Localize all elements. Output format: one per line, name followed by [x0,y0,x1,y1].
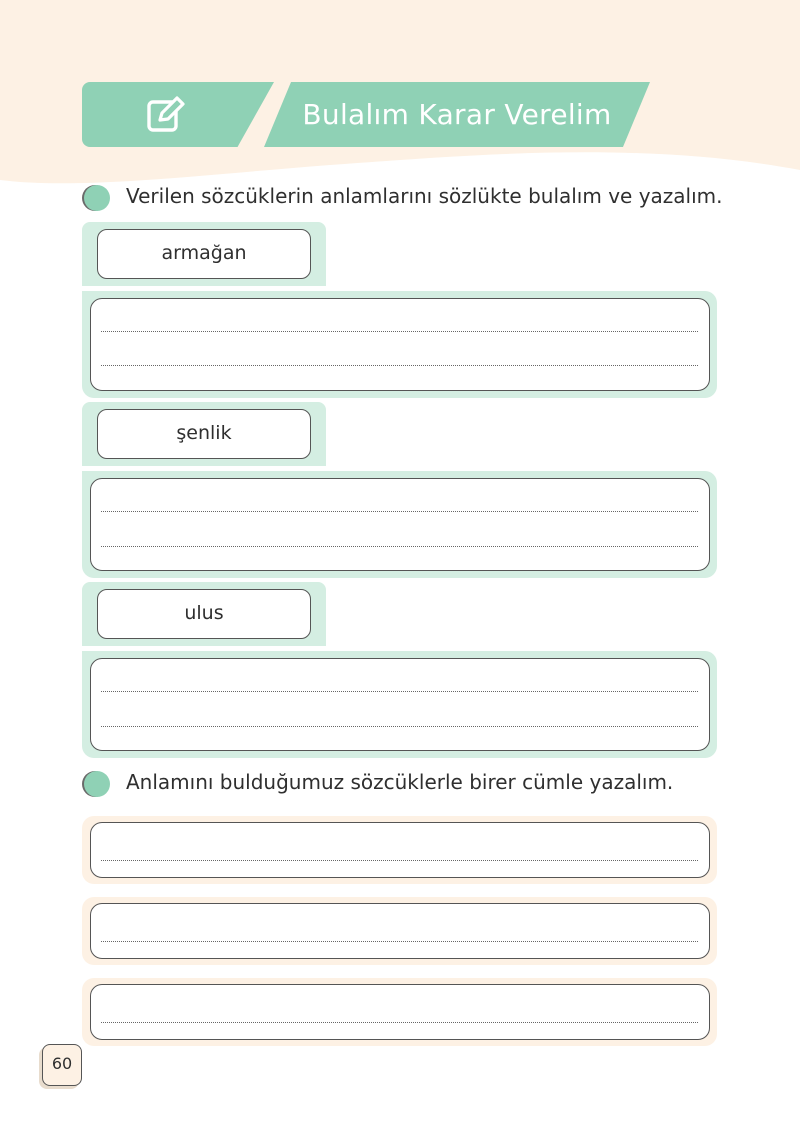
answer-field[interactable] [90,478,710,571]
writing-line [101,365,698,366]
word-label: armağan [97,229,311,279]
edit-icon [146,95,186,135]
writing-line [101,1022,698,1023]
writing-line [101,691,698,692]
bullet-icon [84,185,110,211]
page-title: Bulalım Karar Verelim [302,98,612,131]
writing-line [101,860,698,861]
word-label: ulus [97,589,311,639]
writing-line [101,726,698,727]
writing-line [101,546,698,547]
sentence-field[interactable] [90,984,710,1040]
writing-line [101,941,698,942]
sentence-field[interactable] [90,903,710,959]
answer-field[interactable] [90,298,710,391]
task2-instruction: Anlamını bulduğumuz sözcüklerle birer cümle yazalım. [126,770,674,794]
task1-instruction: Verilen sözcüklerin anlamlarını sözlükte bulalım ve yazalım. [126,184,723,208]
writing-line [101,511,698,512]
bullet-icon [84,771,110,797]
writing-line [101,331,698,332]
word-label: şenlik [97,409,311,459]
answer-field[interactable] [90,658,710,751]
page-number: 60 [42,1044,82,1086]
sentence-field[interactable] [90,822,710,878]
